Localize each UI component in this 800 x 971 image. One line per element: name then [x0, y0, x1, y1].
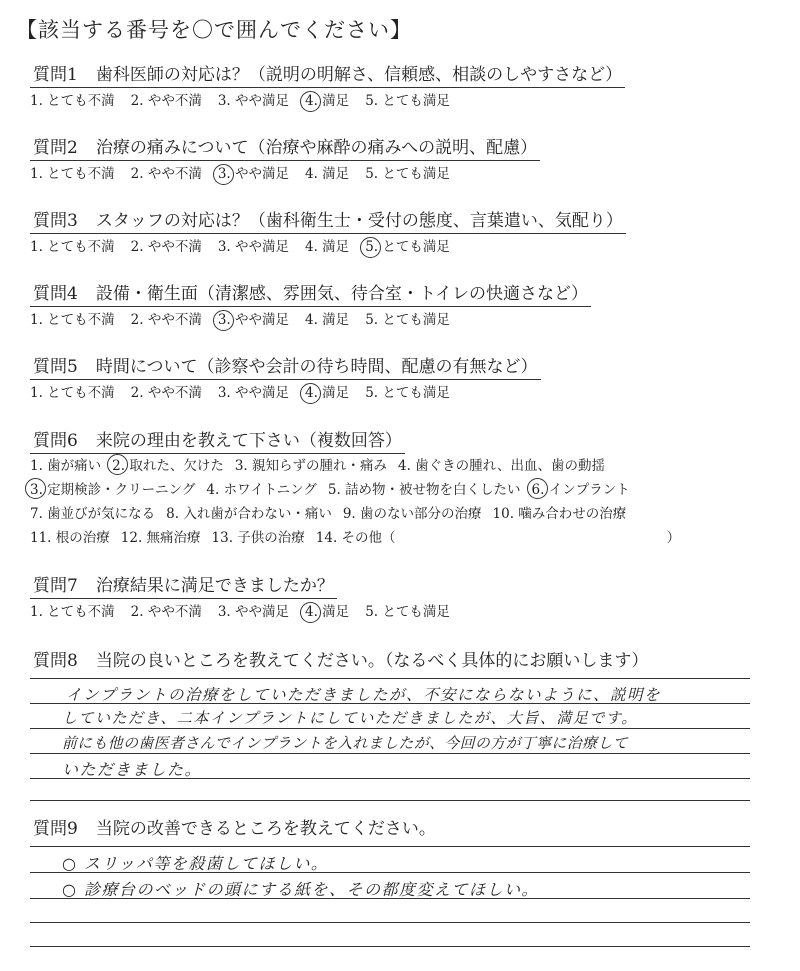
- question-6: [30, 430, 790, 550]
- question-text: 時間について（診察や会計の待ち時間、配慮の有無など）: [95, 357, 538, 377]
- answer-line: [30, 846, 750, 847]
- option-circled[interactable]: 3. やや満足: [217, 312, 290, 328]
- question-number: 質問7: [33, 576, 78, 596]
- question-9-heading: [30, 818, 439, 841]
- option[interactable]: 4. 満足: [305, 239, 350, 255]
- question-number: 質問5: [33, 357, 78, 377]
- question-number: 質問6: [33, 431, 78, 451]
- option-row: [30, 502, 790, 526]
- question-number: 質問3: [33, 211, 78, 231]
- question-7: [30, 575, 790, 622]
- option[interactable]: 2. やや不満: [130, 385, 202, 401]
- option[interactable]: 12. 無痛治療: [120, 530, 201, 546]
- answer-line: [30, 728, 750, 729]
- question-9: [30, 818, 790, 841]
- answer-line: [30, 753, 750, 754]
- answer-line: [30, 922, 750, 923]
- question-8: [30, 650, 790, 673]
- option[interactable]: 2. やや不満: [130, 312, 202, 328]
- question-7-heading: [30, 575, 337, 599]
- question-2-heading: [30, 137, 540, 161]
- question-4-heading: [30, 283, 591, 307]
- question-3: [30, 210, 790, 257]
- option[interactable]: 1. とても不満: [30, 93, 115, 109]
- question-3-options: [30, 237, 790, 257]
- question-2-options: [30, 164, 790, 184]
- option-circled[interactable]: 4. 満足: [305, 385, 350, 401]
- option[interactable]: 3. やや満足: [217, 93, 290, 109]
- option[interactable]: 4. 満足: [305, 166, 350, 182]
- option[interactable]: 11. 根の治療: [30, 530, 110, 546]
- option-circled[interactable]: 5. とても満足: [365, 239, 450, 255]
- option[interactable]: 1. とても不満: [30, 604, 115, 620]
- question-5-options: [30, 383, 790, 403]
- question-5-heading: [30, 356, 541, 380]
- question-number: 質問4: [33, 284, 78, 304]
- question-text: 来院の理由を教えて下さい（複数回答）: [95, 431, 402, 451]
- option-row: [30, 454, 790, 478]
- option[interactable]: 5. とても満足: [365, 166, 450, 182]
- answer-line: [30, 800, 750, 801]
- answer-line: [30, 678, 750, 679]
- question-3-heading: [30, 210, 626, 234]
- question-2: [30, 137, 790, 184]
- handwritten-answer-line: インプラントの治療をしていただきましたが、不安にならないように、説明を: [66, 686, 662, 704]
- option[interactable]: 5. とても満足: [365, 604, 450, 620]
- option[interactable]: 3. 親知らずの腫れ・痛み: [234, 458, 388, 474]
- handwritten-answer-line: 前にも他の歯医者さんでインプラントを入れましたが、今回の方が丁寧に治療して: [62, 735, 628, 752]
- option[interactable]: 1. とても不満: [30, 166, 115, 182]
- question-4-options: [30, 310, 790, 330]
- question-4: [30, 283, 790, 330]
- option[interactable]: 3. やや満足: [217, 239, 290, 255]
- option[interactable]: 14. その他（: [315, 530, 396, 546]
- question-6-heading: [30, 430, 405, 454]
- option[interactable]: 4. ホワイトニング: [206, 482, 317, 498]
- option-row: [30, 478, 790, 502]
- question-text: 当院の良いところを教えてください。（なるべく具体的にお願いします）: [95, 651, 649, 671]
- option[interactable]: ）: [666, 530, 681, 546]
- option-circled[interactable]: 6. インプラント: [532, 478, 630, 502]
- option[interactable]: 10. 噛み合わせの治療: [492, 506, 627, 522]
- question-number: 質問1: [33, 65, 78, 85]
- option[interactable]: 3. やや満足: [217, 385, 290, 401]
- option[interactable]: 5. とても満足: [365, 312, 450, 328]
- option[interactable]: 3. やや満足: [217, 604, 290, 620]
- option-row: [30, 526, 790, 550]
- handwritten-answer-line: いただきました。: [62, 760, 203, 779]
- answer-line: [30, 946, 750, 947]
- option-circled[interactable]: 2. 取れた、欠けた: [112, 454, 224, 478]
- option-circled[interactable]: 4. 満足: [305, 93, 350, 109]
- option[interactable]: 1. とても不満: [30, 385, 115, 401]
- question-5: [30, 356, 790, 403]
- option[interactable]: 5. 詰め物・被せ物を白くしたい: [327, 482, 521, 498]
- option[interactable]: 2. やや不満: [130, 166, 202, 182]
- question-text: スタッフの対応は？（歯科衛生士・受付の態度、言葉遣い、気配り）: [95, 211, 623, 231]
- question-1: [30, 64, 790, 111]
- handwritten-answer-line: ○ スリッパ等を殺菌してほしい。: [62, 854, 329, 873]
- option[interactable]: 1. とても不満: [30, 312, 115, 328]
- question-text: 治療結果に満足できましたか？: [95, 576, 334, 596]
- option[interactable]: 2. やや不満: [130, 93, 202, 109]
- question-text: 設備・衛生面（清潔感、雰囲気、待合室・トイレの快適さなど）: [95, 284, 588, 304]
- question-6-options: [30, 454, 790, 550]
- option-circled[interactable]: 4. 満足: [305, 604, 350, 620]
- option[interactable]: 13. 子供の治療: [211, 530, 305, 546]
- option[interactable]: 8. 入れ歯が合わない・痛い: [166, 506, 332, 522]
- option[interactable]: 5. とても満足: [365, 93, 450, 109]
- option-circled[interactable]: 3. 定期検診・クリーニング: [30, 478, 195, 502]
- question-number: 質問8: [33, 651, 78, 671]
- question-1-heading: [30, 64, 625, 88]
- page-title: 【該当する番号を〇で囲んでください】: [16, 18, 412, 42]
- option[interactable]: 4. 歯ぐきの腫れ、出血、歯の動揺: [398, 458, 605, 474]
- option-circled[interactable]: 3. やや満足: [217, 166, 290, 182]
- option[interactable]: 9. 歯のない部分の治療: [342, 506, 482, 522]
- question-text: 治療の痛みについて（治療や麻酔の痛みへの説明、配慮）: [95, 138, 538, 158]
- question-1-options: [30, 91, 790, 111]
- question-number: 質問9: [33, 819, 78, 839]
- option[interactable]: 7. 歯並びが気になる: [30, 506, 156, 522]
- question-text: 歯科医師の対応は？（説明の明解さ、信頼感、相談のしやすさなど）: [95, 65, 623, 85]
- handwritten-answer-line: ○ 診療台のベッドの頭にする紙を、その都度変えてほしい。: [62, 880, 540, 899]
- option[interactable]: 4. 満足: [305, 312, 350, 328]
- option[interactable]: 1. とても不満: [30, 239, 115, 255]
- option[interactable]: 2. やや不満: [130, 239, 202, 255]
- handwritten-answer-line: していただき、二本インプラントにしていただきましたが、大旨、満足です。: [62, 709, 638, 727]
- question-number: 質問2: [33, 138, 78, 158]
- option[interactable]: 1. 歯が痛い: [30, 458, 102, 474]
- question-text: 当院の改善できるところを教えてください。: [95, 819, 436, 839]
- option[interactable]: 5. とても満足: [365, 385, 450, 401]
- question-7-options: [30, 602, 790, 622]
- question-8-heading: [30, 650, 651, 673]
- option[interactable]: 2. やや不満: [130, 604, 202, 620]
